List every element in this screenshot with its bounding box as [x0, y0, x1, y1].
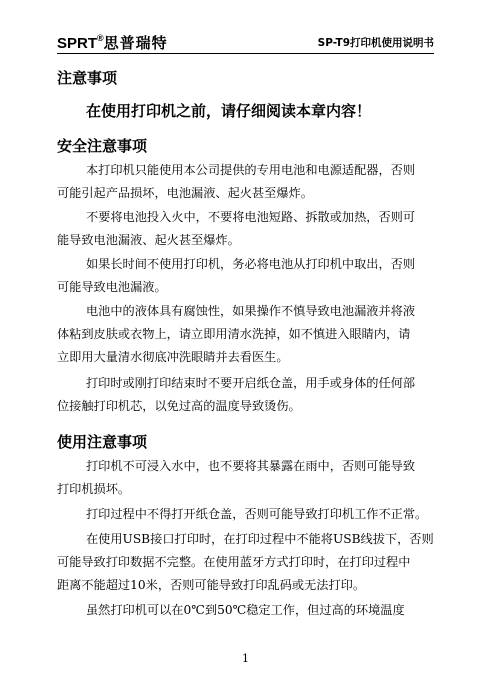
warning-notice: 在使用打印机之前，请仔细阅读本章内容！: [86, 102, 372, 120]
text-line: 打印时或刚打印结束时不要开启纸仓盖，用手或身体的任何部: [86, 376, 416, 390]
text-line: 体粘到皮肤或衣物上，请立即用清水洗掉，如不慎进入眼睛内，请: [57, 327, 411, 341]
usage-paragraph-2: [57, 503, 437, 526]
text-line: 可能导致打印数据不完整。在使用蓝牙方式打印时，在打印过程中: [57, 555, 411, 569]
text-line: 虽然打印机可以在0℃到50℃稳定工作，但过高的环境温度: [86, 603, 405, 617]
text-line: 打印过程中不得打开纸仓盖，否则可能导致打印机工作不正常。: [86, 507, 428, 521]
text-line: 在使用USB接口打印时，在打印过程中不能将USB线拔下，否则: [86, 532, 434, 546]
brand-chinese: 思普瑞特: [103, 34, 168, 52]
text-line: 可能引起产品损坏，电池漏液、起火甚至爆炸。: [57, 186, 313, 200]
document-title: SP-T9打印机使用说明书: [317, 37, 434, 49]
text-line: 可能导致电池漏液。: [57, 280, 167, 294]
section-heading-safety: 安全注意事项: [57, 137, 148, 155]
section-heading-usage: 使用注意事项: [57, 433, 148, 451]
text-line: 位接触打印机芯，以免过高的温度导致烫伤。: [57, 399, 301, 413]
brand-logo: [57, 32, 168, 53]
text-line: 不要将电池投入火中，不要将电池短路、拆散或加热，否则可: [86, 210, 416, 224]
text-line: 打印机不可浸入水中，也不要将其暴露在雨中，否则可能导致: [86, 459, 416, 473]
page-header: [57, 30, 434, 54]
header-rule: [57, 53, 434, 54]
page-number: 1: [242, 652, 249, 665]
safety-paragraph-3: [57, 253, 437, 299]
usage-paragraph-3: [57, 528, 437, 597]
page-title: 注意事项: [57, 69, 118, 87]
registered-mark: ®: [97, 33, 104, 43]
text-line: 本打印机只能使用本公司提供的专用电池和电源适配器，否则: [86, 163, 416, 177]
usage-paragraph-4: [57, 599, 437, 622]
brand-latin: SPRT: [57, 35, 98, 52]
safety-paragraph-5: [57, 372, 437, 418]
safety-paragraph-1: [57, 159, 437, 205]
safety-paragraph-4: [57, 300, 437, 369]
text-line: 立即用大量清水彻底冲洗眼睛并去看医生。: [57, 350, 289, 364]
text-line: 打印机损坏。: [57, 482, 131, 496]
text-line: 能导致电池漏液、起火甚至爆炸。: [57, 233, 240, 247]
text-line: 距离不能超过10米，否则可能导致打印乱码或无法打印。: [57, 578, 366, 592]
usage-paragraph-1: [57, 455, 437, 501]
text-line: 电池中的液体具有腐蚀性，如果操作不慎导致电池漏液并将液: [86, 304, 416, 318]
safety-paragraph-2: [57, 206, 437, 252]
text-line: 如果长时间不使用打印机，务必将电池从打印机中取出，否则: [86, 257, 416, 271]
